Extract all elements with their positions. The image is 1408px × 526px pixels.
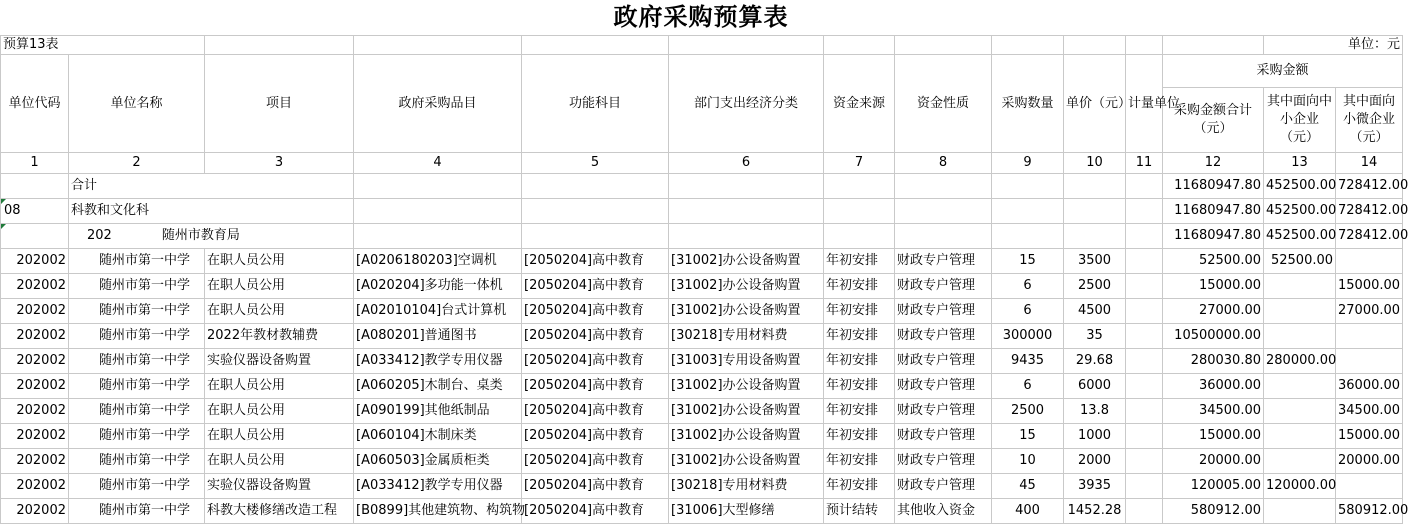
quantity-cell[interactable]: 6 <box>992 299 1064 324</box>
procurement-item-cell[interactable]: [A060503]金属质柜类 <box>354 449 522 474</box>
function-subject-cell[interactable]: [2050204]高中教育 <box>522 449 669 474</box>
empty-cell[interactable] <box>1126 174 1163 199</box>
sme-amount-cell[interactable] <box>1264 374 1336 399</box>
project-cell[interactable]: 2022年教材教辅费 <box>205 324 354 349</box>
amount-total-cell[interactable]: 280030.80 <box>1163 349 1264 374</box>
sme-amount-cell[interactable]: 452500.00 <box>1264 199 1336 224</box>
fund-nature-cell[interactable]: 财政专户管理 <box>895 449 992 474</box>
fund-source-cell[interactable]: 年初安排 <box>824 249 895 274</box>
unit-code-cell[interactable]: 202002 <box>1 249 69 274</box>
measure-unit-cell[interactable] <box>1126 449 1163 474</box>
fund-source-cell[interactable]: 年初安排 <box>824 274 895 299</box>
project-cell[interactable]: 在职人员公用 <box>205 249 354 274</box>
project-cell[interactable]: 实验仪器设备购置 <box>205 474 354 499</box>
project-cell[interactable]: 实验仪器设备购置 <box>205 349 354 374</box>
quantity-cell[interactable]: 2500 <box>992 399 1064 424</box>
fund-source-cell[interactable]: 年初安排 <box>824 424 895 449</box>
project-cell[interactable]: 在职人员公用 <box>205 449 354 474</box>
economic-class-cell[interactable]: [31002]办公设备购置 <box>669 299 824 324</box>
fund-nature-cell[interactable]: 财政专户管理 <box>895 399 992 424</box>
economic-class-cell[interactable]: [31002]办公设备购置 <box>669 274 824 299</box>
table-row <box>1 474 1403 499</box>
fund-source-cell[interactable]: 年初安排 <box>824 374 895 399</box>
measure-unit-cell[interactable] <box>1126 474 1163 499</box>
quantity-cell[interactable]: 45 <box>992 474 1064 499</box>
unit-code-cell[interactable]: 202002 <box>1 449 69 474</box>
procurement-item-cell[interactable]: [A0206180203]空调机 <box>354 249 522 274</box>
column-number-cell[interactable]: 8 <box>895 153 992 174</box>
empty-cell[interactable] <box>895 174 992 199</box>
procurement-item-cell[interactable]: [A060104]木制床类 <box>354 424 522 449</box>
sme-amount-cell[interactable] <box>1264 274 1336 299</box>
empty-cell[interactable] <box>824 174 895 199</box>
unit-code-text: 202 <box>87 228 112 243</box>
empty-cell[interactable] <box>669 174 824 199</box>
header-price[interactable]: 单价（元） <box>1064 55 1126 153</box>
table-row <box>1 324 1403 349</box>
procurement-item-cell[interactable]: [A080201]普通图书 <box>354 324 522 349</box>
sme-amount-cell[interactable]: 280000.00 <box>1264 349 1336 374</box>
fund-source-cell[interactable]: 年初安排 <box>824 324 895 349</box>
empty-cell[interactable] <box>1064 174 1126 199</box>
fund-source-cell[interactable]: 年初安排 <box>824 299 895 324</box>
micro-amount-cell[interactable] <box>1336 474 1403 499</box>
empty-cell[interactable] <box>1064 224 1126 249</box>
unit-code-cell[interactable]: 202002 <box>1 374 69 399</box>
procurement-item-cell[interactable]: [A060205]木制台、桌类 <box>354 374 522 399</box>
column-number-cell[interactable]: 13 <box>1264 153 1336 174</box>
empty-cell[interactable] <box>1126 224 1163 249</box>
measure-unit-cell[interactable] <box>1126 249 1163 274</box>
economic-class-cell[interactable]: [31003]专用设备购置 <box>669 349 824 374</box>
amount-total-cell[interactable]: 15000.00 <box>1163 274 1264 299</box>
unit-name-cell[interactable]: 随州市第一中学 <box>69 349 205 374</box>
header-source[interactable]: 资金来源 <box>824 55 895 153</box>
function-subject-cell[interactable]: [2050204]高中教育 <box>522 474 669 499</box>
column-number-cell[interactable]: 1 <box>1 153 69 174</box>
economic-class-cell[interactable]: [30218]专用材料费 <box>669 474 824 499</box>
project-cell[interactable]: 科教大楼修缮改造工程 <box>205 499 354 524</box>
micro-amount-cell[interactable]: 36000.00 <box>1336 374 1403 399</box>
unit-name-cell[interactable]: 随州市第一中学 <box>69 299 205 324</box>
empty-cell[interactable] <box>992 224 1064 249</box>
table-row <box>1 349 1403 374</box>
column-number-cell[interactable]: 7 <box>824 153 895 174</box>
procurement-item-cell[interactable]: [A090199]其他纸制品 <box>354 399 522 424</box>
unit-price-cell[interactable]: 35 <box>1064 324 1126 349</box>
sme-amount-cell[interactable] <box>1264 449 1336 474</box>
micro-amount-cell[interactable]: 728412.00 <box>1336 174 1403 199</box>
unit-name-cell[interactable]: 随州市第一中学 <box>69 249 205 274</box>
amount-total-cell[interactable]: 10500000.00 <box>1163 324 1264 349</box>
sheet-title: 政府采购预算表 <box>613 3 789 31</box>
column-number-cell[interactable]: 4 <box>354 153 522 174</box>
unit-code-cell[interactable]: 202002 <box>1 399 69 424</box>
function-subject-cell[interactable]: [2050204]高中教育 <box>522 299 669 324</box>
sme-amount-cell[interactable] <box>1264 324 1336 349</box>
micro-amount-cell[interactable]: 728412.00 <box>1336 199 1403 224</box>
sme-amount-cell[interactable]: 452500.00 <box>1264 224 1336 249</box>
unit-price-cell[interactable]: 1000 <box>1064 424 1126 449</box>
function-subject-cell[interactable]: [2050204]高中教育 <box>522 399 669 424</box>
header-nature[interactable]: 资金性质 <box>895 55 992 153</box>
quantity-cell[interactable]: 9435 <box>992 349 1064 374</box>
micro-amount-cell[interactable]: 20000.00 <box>1336 449 1403 474</box>
header-measure[interactable]: 计量单位 <box>1126 55 1163 153</box>
economic-class-cell[interactable]: [30218]专用材料费 <box>669 324 824 349</box>
fund-source-cell[interactable]: 年初安排 <box>824 349 895 374</box>
unit-name-cell[interactable]: 随州市第一中学 <box>69 499 205 524</box>
unit-name-cell[interactable]: 随州市第一中学 <box>69 474 205 499</box>
sme-amount-cell[interactable] <box>1264 424 1336 449</box>
procurement-item-cell[interactable]: [A033412]教学专用仪器 <box>354 349 522 374</box>
amount-total-cell[interactable]: 52500.00 <box>1163 249 1264 274</box>
empty-cell[interactable] <box>1126 199 1163 224</box>
column-number-cell[interactable]: 3 <box>205 153 354 174</box>
amount-total-cell[interactable]: 11680947.80 <box>1163 199 1264 224</box>
table-row <box>1 399 1403 424</box>
unit-code-cell[interactable]: 202002 <box>1 274 69 299</box>
column-number-cell[interactable]: 14 <box>1336 153 1403 174</box>
economic-class-cell[interactable]: [31002]办公设备购置 <box>669 374 824 399</box>
fund-nature-cell[interactable]: 财政专户管理 <box>895 374 992 399</box>
unit-price-cell[interactable]: 13.8 <box>1064 399 1126 424</box>
column-number-cell[interactable]: 6 <box>669 153 824 174</box>
quantity-cell[interactable]: 10 <box>992 449 1064 474</box>
unit-label[interactable]: 单位：元 <box>1264 36 1403 55</box>
header-unit-name[interactable]: 单位名称 <box>69 55 205 153</box>
header-unit-code[interactable]: 单位代码 <box>1 55 69 153</box>
header-project[interactable]: 项目 <box>205 55 354 153</box>
column-number-cell[interactable]: 11 <box>1126 153 1163 174</box>
summary-row <box>1 174 1403 199</box>
meta-row <box>1 36 1403 55</box>
empty-cell[interactable] <box>354 174 522 199</box>
sme-amount-cell[interactable]: 120000.00 <box>1264 474 1336 499</box>
amount-total-cell[interactable]: 580912.00 <box>1163 499 1264 524</box>
unit-name-cell[interactable]: 科教和文化科 <box>69 199 354 224</box>
table-row <box>1 424 1403 449</box>
empty-cell[interactable] <box>1064 199 1126 224</box>
table-row <box>1 299 1403 324</box>
sme-amount-cell[interactable]: 52500.00 <box>1264 249 1336 274</box>
unit-code-cell[interactable]: 08 <box>1 199 69 224</box>
column-number-cell[interactable]: 9 <box>992 153 1064 174</box>
summary-row <box>1 199 1403 224</box>
micro-amount-cell[interactable]: 15000.00 <box>1336 274 1403 299</box>
unit-price-cell[interactable]: 3500 <box>1064 249 1126 274</box>
unit-name-text: 随州市教育局 <box>161 228 240 243</box>
procurement-item-cell[interactable]: [A033412]教学专用仪器 <box>354 474 522 499</box>
header-function[interactable]: 功能科目 <box>522 55 669 153</box>
measure-unit-cell[interactable] <box>1126 299 1163 324</box>
amount-total-cell[interactable]: 120005.00 <box>1163 474 1264 499</box>
budget-table <box>0 35 1408 524</box>
quantity-cell[interactable]: 6 <box>992 374 1064 399</box>
header-row-1 <box>1 55 1403 88</box>
unit-price-cell[interactable]: 2000 <box>1064 449 1126 474</box>
empty-cell[interactable] <box>669 199 824 224</box>
measure-unit-cell[interactable] <box>1126 349 1163 374</box>
unit-name-cell[interactable] <box>69 224 354 249</box>
quantity-cell[interactable]: 300000 <box>992 324 1064 349</box>
unit-price-cell[interactable]: 6000 <box>1064 374 1126 399</box>
empty-cell[interactable] <box>669 224 824 249</box>
unit-name-cell[interactable]: 随州市第一中学 <box>69 449 205 474</box>
fund-source-cell[interactable]: 预计结转 <box>824 499 895 524</box>
quantity-cell[interactable]: 6 <box>992 274 1064 299</box>
project-cell[interactable]: 在职人员公用 <box>205 424 354 449</box>
fund-nature-cell[interactable]: 财政专户管理 <box>895 249 992 274</box>
column-number-row <box>1 153 1403 174</box>
procurement-item-cell[interactable]: [B0899]其他建筑物、构筑物 <box>354 499 522 524</box>
micro-amount-cell[interactable]: 27000.00 <box>1336 299 1403 324</box>
header-qty[interactable]: 采购数量 <box>992 55 1064 153</box>
micro-amount-cell[interactable] <box>1336 349 1403 374</box>
column-number-cell[interactable]: 2 <box>69 153 205 174</box>
economic-class-cell[interactable]: [31002]办公设备购置 <box>669 399 824 424</box>
measure-unit-cell[interactable] <box>1126 399 1163 424</box>
amount-total-cell[interactable]: 20000.00 <box>1163 449 1264 474</box>
header-item[interactable]: 政府采购品目 <box>354 55 522 153</box>
unit-price-cell[interactable]: 4500 <box>1064 299 1126 324</box>
unit-name-cell[interactable]: 随州市第一中学 <box>69 274 205 299</box>
table-row <box>1 499 1403 524</box>
unit-code-cell[interactable]: 202002 <box>1 324 69 349</box>
column-number-cell[interactable]: 12 <box>1163 153 1264 174</box>
sme-amount-cell[interactable] <box>1264 399 1336 424</box>
unit-name-cell[interactable]: 合计 <box>69 174 354 199</box>
fund-nature-cell[interactable]: 财政专户管理 <box>895 274 992 299</box>
header-amount-group[interactable]: 采购金额 <box>1163 55 1403 88</box>
empty-cell[interactable] <box>354 199 522 224</box>
quantity-cell[interactable]: 15 <box>992 424 1064 449</box>
unit-name-cell[interactable]: 随州市第一中学 <box>69 374 205 399</box>
function-subject-cell[interactable]: [2050204]高中教育 <box>522 324 669 349</box>
form-number[interactable]: 预算13表 <box>1 36 205 55</box>
empty-cell[interactable] <box>895 224 992 249</box>
amount-total-cell[interactable]: 27000.00 <box>1163 299 1264 324</box>
function-subject-cell[interactable]: [2050204]高中教育 <box>522 274 669 299</box>
fund-source-cell[interactable]: 年初安排 <box>824 449 895 474</box>
amount-total-cell[interactable]: 34500.00 <box>1163 399 1264 424</box>
unit-price-cell[interactable]: 29.68 <box>1064 349 1126 374</box>
unit-code-cell[interactable]: 202002 <box>1 499 69 524</box>
summary-row <box>1 224 1403 249</box>
unit-price-cell[interactable]: 2500 <box>1064 274 1126 299</box>
unit-code-cell[interactable] <box>1 174 69 199</box>
empty-cell[interactable] <box>522 174 669 199</box>
empty-cell[interactable] <box>992 199 1064 224</box>
fund-nature-cell[interactable]: 财政专户管理 <box>895 349 992 374</box>
unit-code-cell[interactable]: 202002 <box>1 424 69 449</box>
unit-price-cell[interactable]: 3935 <box>1064 474 1126 499</box>
empty-cell[interactable] <box>522 199 669 224</box>
function-subject-cell[interactable]: [2050204]高中教育 <box>522 499 669 524</box>
micro-amount-cell[interactable]: 34500.00 <box>1336 399 1403 424</box>
unit-code-cell[interactable]: 202002 <box>1 474 69 499</box>
amount-total-cell[interactable]: 11680947.80 <box>1163 224 1264 249</box>
micro-amount-cell[interactable] <box>1336 249 1403 274</box>
micro-amount-cell[interactable]: 728412.00 <box>1336 224 1403 249</box>
economic-class-cell[interactable]: [31002]办公设备购置 <box>669 449 824 474</box>
fund-nature-cell[interactable]: 财政专户管理 <box>895 324 992 349</box>
unit-code-cell[interactable] <box>1 224 69 249</box>
micro-amount-cell[interactable] <box>1336 324 1403 349</box>
empty-cell[interactable] <box>354 224 522 249</box>
project-cell[interactable]: 在职人员公用 <box>205 274 354 299</box>
empty-cell[interactable] <box>824 224 895 249</box>
unit-name-cell[interactable]: 随州市第一中学 <box>69 399 205 424</box>
function-subject-cell[interactable]: [2050204]高中教育 <box>522 249 669 274</box>
sme-amount-cell[interactable]: 452500.00 <box>1264 174 1336 199</box>
unit-code-cell[interactable]: 202002 <box>1 299 69 324</box>
fund-nature-cell[interactable]: 财政专户管理 <box>895 424 992 449</box>
empty-cell[interactable] <box>992 174 1064 199</box>
measure-unit-cell[interactable] <box>1126 324 1163 349</box>
fund-nature-cell[interactable]: 财政专户管理 <box>895 299 992 324</box>
micro-amount-cell[interactable]: 15000.00 <box>1336 424 1403 449</box>
procurement-item-cell[interactable]: [A02010104]台式计算机 <box>354 299 522 324</box>
sme-amount-cell[interactable] <box>1264 299 1336 324</box>
table-row <box>1 449 1403 474</box>
table-row <box>1 249 1403 274</box>
economic-class-cell[interactable]: [31002]办公设备购置 <box>669 424 824 449</box>
header-amount-total[interactable]: 采购金额合计（元） <box>1163 88 1264 153</box>
function-subject-cell[interactable]: [2050204]高中教育 <box>522 424 669 449</box>
unit-price-cell[interactable]: 1452.28 <box>1064 499 1126 524</box>
sme-amount-cell[interactable] <box>1264 499 1336 524</box>
fund-source-cell[interactable]: 年初安排 <box>824 474 895 499</box>
quantity-cell[interactable]: 15 <box>992 249 1064 274</box>
unit-name-cell[interactable]: 随州市第一中学 <box>69 424 205 449</box>
procurement-item-cell[interactable]: [A020204]多功能一体机 <box>354 274 522 299</box>
amount-total-cell[interactable]: 15000.00 <box>1163 424 1264 449</box>
table-row <box>1 274 1403 299</box>
project-cell[interactable]: 在职人员公用 <box>205 374 354 399</box>
column-number-cell[interactable]: 5 <box>522 153 669 174</box>
economic-class-cell[interactable]: [31002]办公设备购置 <box>669 249 824 274</box>
measure-unit-cell[interactable] <box>1126 374 1163 399</box>
economic-class-cell[interactable]: [31006]大型修缮 <box>669 499 824 524</box>
measure-unit-cell[interactable] <box>1126 274 1163 299</box>
measure-unit-cell[interactable] <box>1126 424 1163 449</box>
empty-cell[interactable] <box>522 224 669 249</box>
header-sme[interactable]: 其中面向中小企业（元） <box>1264 88 1336 153</box>
micro-amount-cell[interactable]: 580912.00 <box>1336 499 1403 524</box>
fund-source-cell[interactable]: 年初安排 <box>824 399 895 424</box>
function-subject-cell[interactable]: [2050204]高中教育 <box>522 374 669 399</box>
function-subject-cell[interactable]: [2050204]高中教育 <box>522 349 669 374</box>
unit-code-cell[interactable]: 202002 <box>1 349 69 374</box>
unit-name-cell[interactable]: 随州市第一中学 <box>69 324 205 349</box>
project-cell[interactable]: 在职人员公用 <box>205 399 354 424</box>
empty-cell[interactable] <box>895 199 992 224</box>
empty-cell[interactable] <box>824 199 895 224</box>
header-econ[interactable]: 部门支出经济分类 <box>669 55 824 153</box>
table-row <box>1 374 1403 399</box>
measure-unit-cell[interactable] <box>1126 499 1163 524</box>
quantity-cell[interactable]: 400 <box>992 499 1064 524</box>
fund-nature-cell[interactable]: 其他收入资金 <box>895 499 992 524</box>
amount-total-cell[interactable]: 36000.00 <box>1163 374 1264 399</box>
fund-nature-cell[interactable]: 财政专户管理 <box>895 474 992 499</box>
amount-total-cell[interactable]: 11680947.80 <box>1163 174 1264 199</box>
project-cell[interactable]: 在职人员公用 <box>205 299 354 324</box>
column-number-cell[interactable]: 10 <box>1064 153 1126 174</box>
header-micro[interactable]: 其中面向小微企业（元） <box>1336 88 1403 153</box>
